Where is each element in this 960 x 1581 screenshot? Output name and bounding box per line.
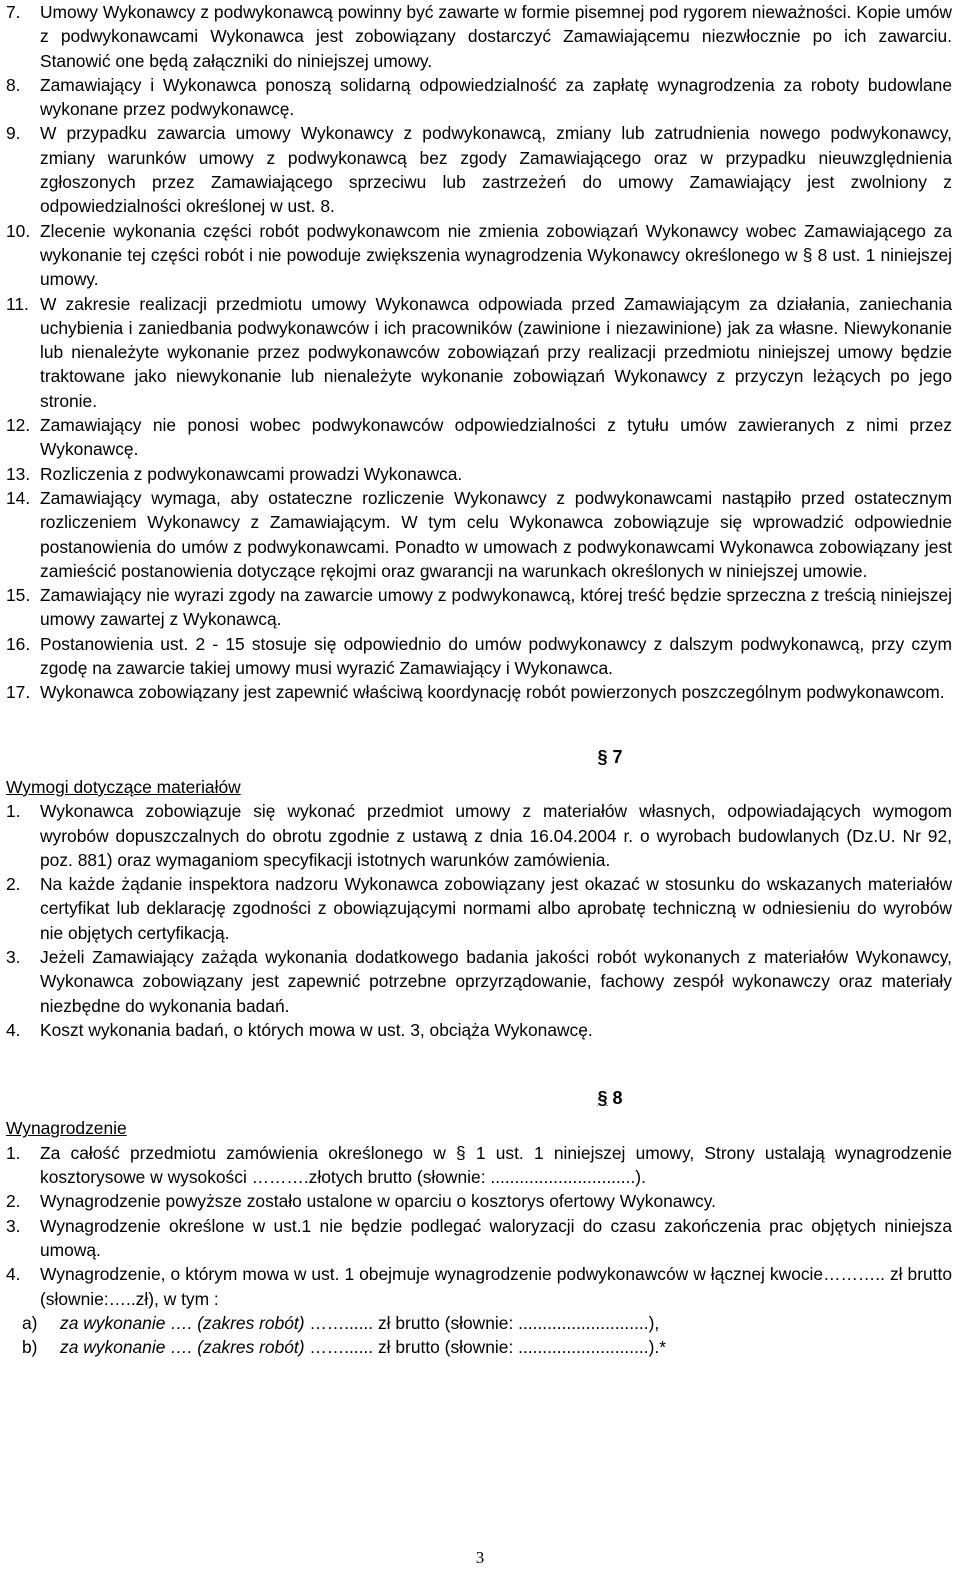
sub-item-letter: a) [22,1312,38,1333]
item-text: Umowy Wykonawcy z podwykonawcą powinny być zawarte w formie pisemnej pod rygorem nieważności. Kopie umów z podwykonawcami Wykonawca jest zobowiązany dostarczyć Zamawiającemu niezwłocznie po ich zawarciu. Stanowić one będą załączniki do niniejszej umowy. [40,2,952,71]
item-text: Koszt wykonania badań, o których mowa w ust. 3, obciąża Wykonawcę. [40,1019,593,1040]
list-item [0,292,960,413]
sub-item-text: ……...... zł brutto (słownie: ...........................).* [304,1337,666,1358]
item-number: 4. [6,1264,21,1285]
item-number: 16. [6,633,31,654]
section7-heading: Wymogi dotyczące materiałów [6,776,241,797]
item-number: 2. [6,874,21,895]
item-text: Zamawiający wymaga, aby ostateczne rozliczenie Wykonawcy z podwykonawcami nastąpiło przed ostatecznym rozliczeniem Wykonawcy z Zamawiającym. W tym celu Wykonawca zobowiązuje się wprowadzić odpowiednie postanowienia do umów z podwykonawcami. Ponadto w umowach z podwykonawcami Wykonawca zobowiązany jest zamieścić postanowienia dotyczące rękojmi oraz gwarancji na warunkach określonych w niniejszej umowie. [40,487,952,581]
section7-list [0,799,960,1042]
item-text: Wynagrodzenie określone w ust.1 nie będzie podlegać waloryzacji do czasu zakończenia prac objętych niniejsza umową. [40,1215,952,1260]
list-item [0,872,960,945]
list-item [0,73,960,122]
item-number: 15. [6,585,31,606]
item-text: Za całość przedmiotu zamówienia określonego w § 1 ust. 1 niniejszej umowy, Strony ustalają wynagrodzenie kosztorysowe w wysokości ……….złotych brutto (słownie: ..............................). [40,1142,952,1188]
item-text: Zlecenie wykonania części robót podwykonawcom nie zmienia zobowiązań Wykonawcy wobec Zamawiającego za wykonanie tej części robót i nie powoduje zwiększenia wynagrodzenia Wykonawcy określonego w § 8 ust. 1 niniejszej umowy. [40,220,952,290]
list-item [0,121,960,218]
item-text: Zamawiający i Wykonawca ponoszą solidarną odpowiedzialność za zapłatę wynagrodzenia za roboty budowlane wykonane przez podwykonawcę. [40,74,952,120]
item-text: Jeżeli Zamawiający zażąda wykonania dodatkowego badania jakości robót wykonanych z materiałów Wykonawcy, Wykonawca zobowiązany jest zapewnić potrzebne oprzyrządowanie, fachowy zespół wykonawczy oraz materiały niezbędne do wykonania badań. [40,946,952,1016]
section7-mark [0,745,960,769]
item-number: 10. [6,220,31,241]
item-text: Zamawiający nie wyrazi zgody na zawarcie umowy z podwykonawcą, której treść będzie sprzeczna z treścią niniejszej umowy zawartej z Wykonawcą. [40,585,952,630]
item-number: 3. [6,946,21,967]
item-number: 12. [6,415,31,436]
item-number: 17. [6,682,31,703]
list-item [0,1018,960,1042]
sub-list-item [0,1311,960,1335]
page-number: 3 [475,1548,485,1567]
item-number: 3. [6,1215,21,1236]
item-text: Wykonawca zobowiązuje się wykonać przedmiot umowy z materiałów własnych, odpowiadających wymogom wyrobów dopuszczalnych do obrotu zgodnie z ustawą z dnia 16.04.2004 r. o wyrobach budowlanych (Dz.U. Nr 92, poz. 881) oraz wymaganiom specyfikacji istotnych warunków zamówienia. [40,801,952,870]
item-text: Postanowienia ust. 2 - 15 stosuje się odpowiednio do umów podwykonawcy z dalszym podwykonawcą, przy czym zgodę na zawarcie takiej umowy musi wyrazić Zamawiający i Wykonawca. [40,633,952,679]
section-number: 8 [612,1088,623,1109]
item-number: 9. [6,123,21,144]
item-text: Wykonawca zobowiązany jest zapewnić właściwą koordynację robót powierzonych poszczególnym podwykonawcom. [40,682,945,703]
list-item [0,1189,960,1213]
list-item [0,945,960,1018]
sub-item-italic: za wykonanie …. (zakres robót) [60,1337,305,1358]
item-text: Rozliczenia z podwykonawcami prowadzi Wykonawca. [40,463,463,484]
paragraph-symbol: § [597,746,608,767]
item-number: 4. [6,1019,21,1040]
list-item [0,0,960,73]
item-text: W przypadku zawarcia umowy Wykonawcy z podwykonawcą, zmiany lub zatrudnienia nowego podwykonawcy, zmiany warunków umowy z podwykonawcą bez zgody Zamawiającego oraz w przypadku nieuwzględnienia zgłoszonych przez Zamawiającego sprzeciwu lub zastrzeżeń do umowy Zamawiający jest zwolniony z odpowiedzialności określonej w ust. 8. [40,123,952,217]
item-text: Zamawiający nie ponosi wobec podwykonawców odpowiedzialności z tytułu umów zawieranych z nimi przez Wykonawcę. [40,415,952,460]
list-item [0,632,960,681]
sub-item-letter: b) [22,1337,38,1358]
item-number: 1. [6,1142,21,1163]
list-item [0,219,960,292]
section6-list [0,0,960,705]
list-item [0,1214,960,1263]
list-item [0,486,960,583]
section8-mark [0,1086,960,1110]
list-item [0,799,960,872]
section8-list [0,1141,960,1360]
list-item [0,583,960,632]
section-number: 7 [612,746,623,767]
item-text: W zakresie realizacji przedmiotu umowy Wykonawca odpowiada przed Zamawiającym za działania, zaniechania uchybienia i zaniedbania podwykonawców i ich pracowników (zawinione i niezawinione) jak za własne. Niewykonanie lub nienależyte wykonanie przez podwykonawców zobowiązań przy realizacji przedmiotu niniejszej umowy będzie traktowane jako niewykonanie lub nienależyte wykonanie zobowiązań Wykonawcy z przyczyn leżących po jego stronie. [40,293,952,411]
item-number: 14. [6,487,31,508]
sub-item-text: ……...... zł brutto (słownie: ...........................), [304,1312,660,1333]
item-number: 1. [6,801,21,822]
sub-list-item [0,1335,960,1359]
list-item [0,462,960,486]
item-number: 11. [6,293,29,314]
section8-heading: Wynagrodzenie [6,1118,127,1139]
list-item [0,413,960,462]
item-text: Wynagrodzenie, o którym mowa w ust. 1 obejmuje wynagrodzenie podwykonawców w łącznej kwocie……….. zł brutto (słownie:…..zł), w tym : [40,1264,952,1309]
list-item [0,680,960,704]
paragraph-symbol: § [597,1088,608,1109]
item-number: 8. [6,74,21,95]
list-item [0,1262,960,1311]
sub-item-italic: za wykonanie …. (zakres robót) [60,1312,305,1333]
item-number: 13. [6,463,31,484]
item-number: 7. [6,2,21,22]
item-text: Na każde żądanie inspektora nadzoru Wykonawca zobowiązany jest okazać w stosunku do wskazanych materiałów certyfikat lub deklarację zgodności z obowiązującymi normami albo aprobatę techniczną w odniesieniu do wyrobów nie objętych certyfikacją. [40,874,952,943]
item-number: 2. [6,1191,21,1212]
list-item [0,1141,960,1190]
item-text: Wynagrodzenie powyższe zostało ustalone w oparciu o kosztorys ofertowy Wykonawcy. [40,1191,716,1212]
